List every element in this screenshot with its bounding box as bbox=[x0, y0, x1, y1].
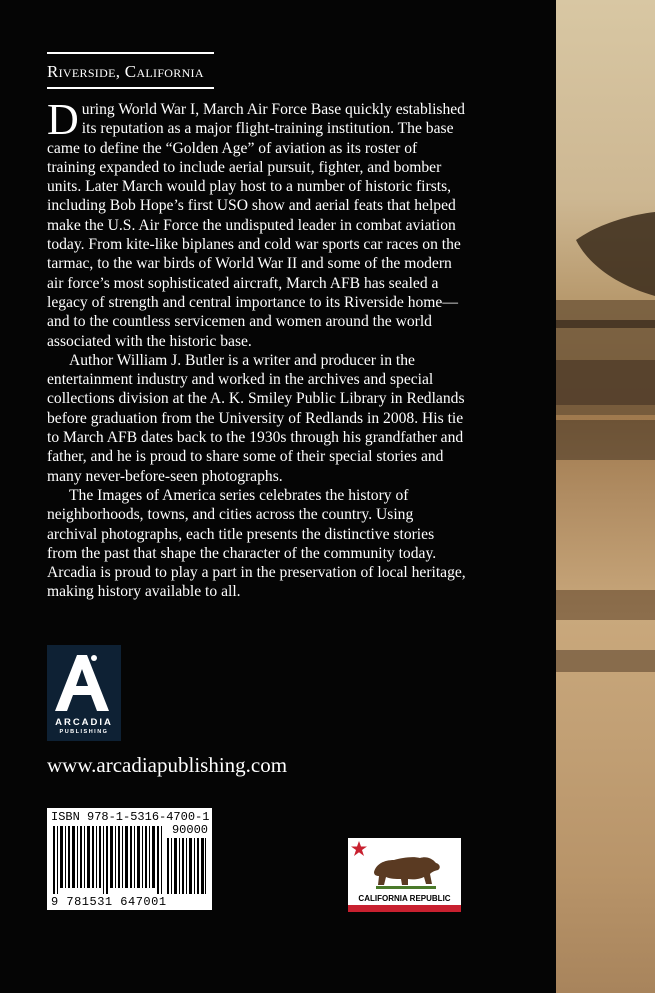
main-barcode-bars bbox=[53, 826, 163, 894]
flag-label: CALIFORNIA REPUBLIC bbox=[358, 894, 451, 903]
arcadia-a-icon bbox=[47, 645, 121, 715]
bottom-rule bbox=[47, 87, 214, 89]
price-code: 90000 bbox=[171, 823, 208, 837]
bear-icon bbox=[370, 850, 442, 890]
arcadia-logo bbox=[47, 645, 121, 741]
airfield-photo bbox=[556, 0, 655, 993]
paragraph-1 bbox=[47, 95, 467, 351]
paragraph-2: Author William J. Butler is a writer and producer in the entertainment industry and worked in the archives and special collections division at the A. K. Smiley Public Library in Redlands before graduation from the University of Redlands in 2008. His tie to March AFB dates back to the 1930s through his grandfather and father, and he is proud to share some of their special stories and many never-before-seen photographs. bbox=[47, 351, 465, 485]
barcode-number: 9 781531 647001 bbox=[51, 895, 167, 909]
description-text bbox=[47, 95, 467, 602]
isbn-barcode bbox=[47, 808, 212, 910]
logo-name: ARCADIA bbox=[55, 717, 113, 728]
isbn-text: ISBN 978-1-5316-4700-1 bbox=[51, 810, 210, 824]
location-heading: Riverside, California bbox=[47, 62, 204, 81]
paragraph-3: The Images of America series celebrates the history of neighborhoods, towns, and cities across the country. Using archival photographs, each title presents the distinctive stories from the past that shape the character of the community today. Arcadia is proud to play a part in the preservation of local heritage, making history available to all. bbox=[47, 486, 466, 601]
top-rule bbox=[47, 52, 214, 54]
cover-photo-edge bbox=[556, 0, 655, 993]
star-icon bbox=[351, 841, 367, 856]
paragraph-1-text: uring World War I, March Air Force Base quickly established its reputation as a major flight-training institution. The base came to define the “Golden Age” of aviation as its roster of training expanded to include aerial pursuit, fighter, and bomber units. Later March would play host to a number of historic firsts, including Bob Hope’s first USO show and aerial feats that helped make the U.S. Air Force the undisputed leader in combat aviation today. From kite-like biplanes and cold war sports car races on the tarmac, to the war birds of World War II and some of the modern air force’s most sophisticated aircraft, March AFB has sealed a legacy of strength and central importance to its Riverside home—and to the countless servicemen and women around the world associated with the historic base. bbox=[47, 101, 465, 350]
california-flag bbox=[348, 838, 461, 912]
flag-red-stripe bbox=[348, 905, 461, 912]
drop-cap: D bbox=[47, 95, 79, 144]
addon-barcode-bars bbox=[167, 838, 207, 894]
publisher-url[interactable]: www.arcadiapublishing.com bbox=[47, 753, 288, 777]
logo-tagline: PUBLISHING bbox=[59, 729, 109, 735]
